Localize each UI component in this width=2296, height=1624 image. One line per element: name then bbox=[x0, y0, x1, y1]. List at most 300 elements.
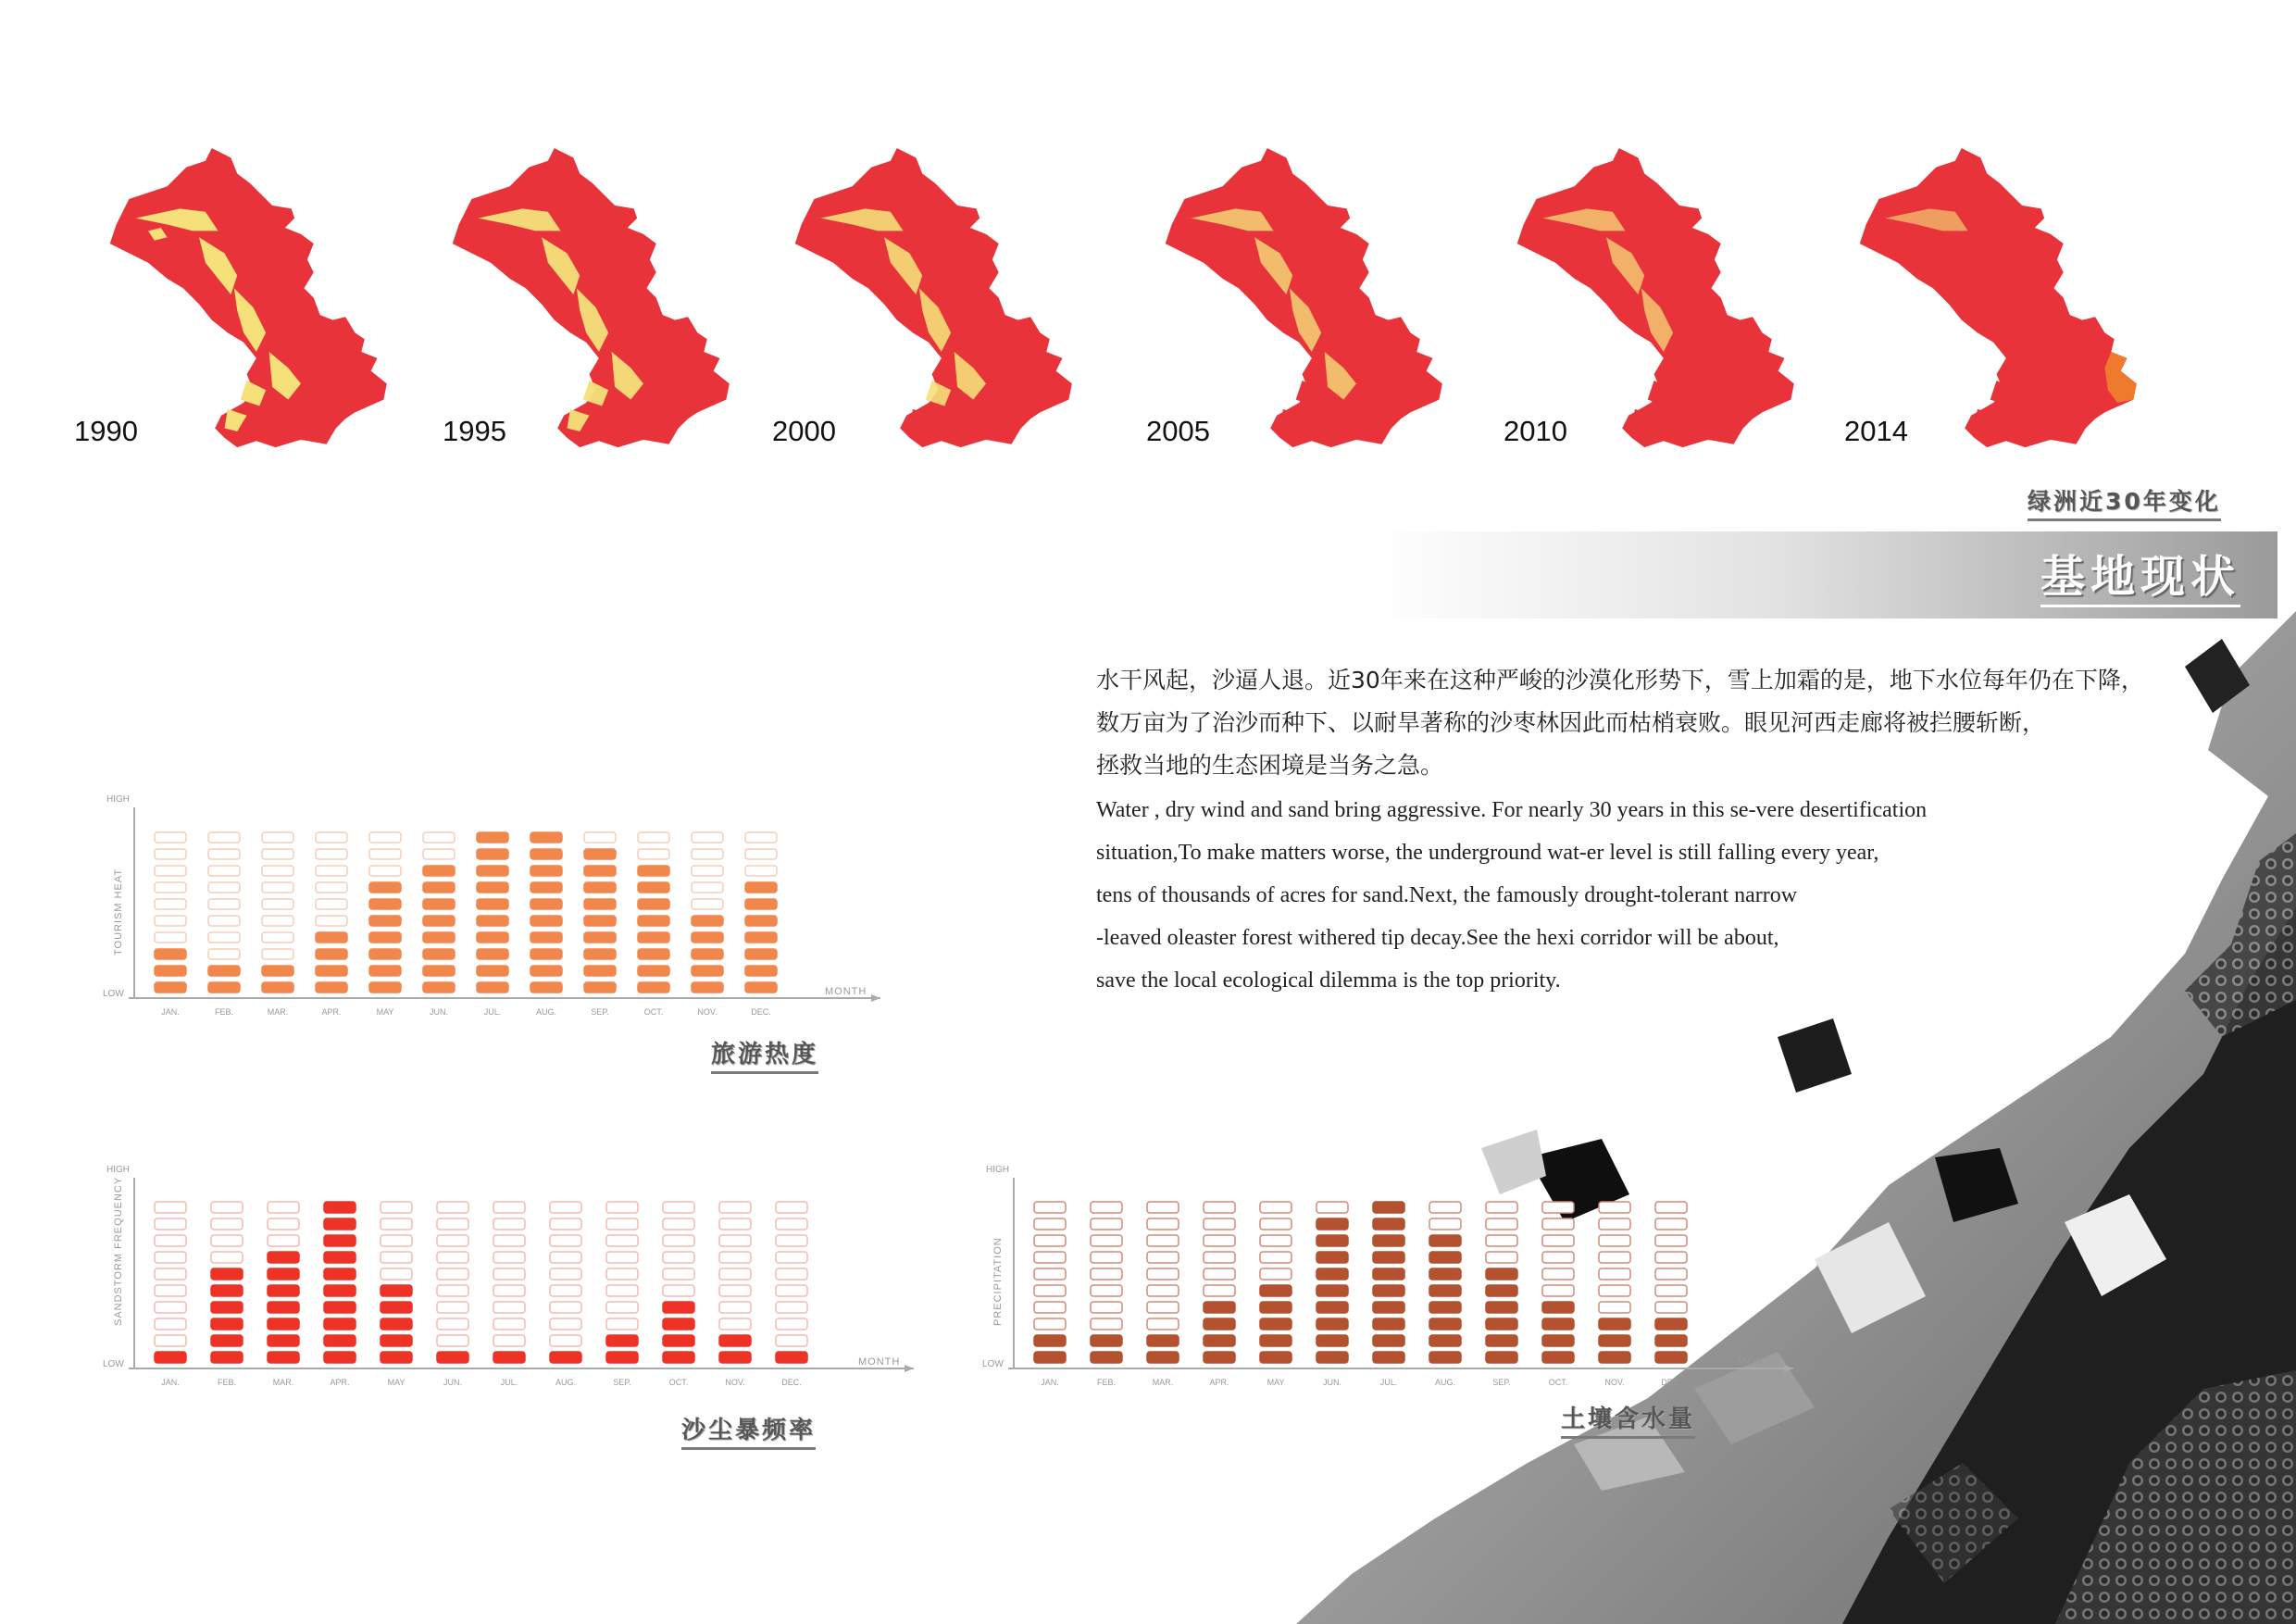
bar bbox=[268, 1202, 299, 1363]
bar-segment-empty bbox=[638, 832, 669, 843]
soil-moisture-chart bbox=[982, 1148, 1847, 1389]
bar-segment-filled bbox=[1316, 1235, 1348, 1246]
bar-segment-filled bbox=[423, 982, 455, 993]
bar-segment-filled bbox=[1091, 1352, 1122, 1363]
bar-segment-filled bbox=[477, 882, 508, 893]
oasis-map-1995 bbox=[407, 148, 778, 454]
bar-segment-filled bbox=[211, 1268, 243, 1280]
bar-segment-empty bbox=[437, 1318, 468, 1330]
bar-segment-filled bbox=[324, 1202, 356, 1213]
x-tick-label: FEB. bbox=[217, 1378, 237, 1387]
bar-segment-empty bbox=[1542, 1252, 1574, 1263]
bar-segment-filled bbox=[1542, 1335, 1574, 1346]
bar-segment-empty bbox=[692, 832, 723, 843]
gansu-map-shape bbox=[407, 148, 778, 454]
bar-segment-filled bbox=[324, 1235, 356, 1246]
bar-segment-empty bbox=[1655, 1302, 1687, 1313]
x-tick-label: OCT. bbox=[643, 1007, 664, 1017]
bar-segment-filled bbox=[211, 1285, 243, 1296]
map-year-label: 2005 bbox=[1146, 415, 1210, 447]
y-axis-label: TOURISM HEAT bbox=[113, 868, 124, 956]
bar-segment-empty bbox=[584, 832, 616, 843]
bar bbox=[493, 1202, 525, 1363]
bar-segment-filled bbox=[423, 966, 455, 976]
bar bbox=[423, 832, 455, 993]
bar-segment-empty bbox=[1034, 1302, 1066, 1313]
bar-segment-empty bbox=[1429, 1202, 1461, 1213]
bar-segment-filled bbox=[423, 882, 455, 893]
bar-segment-empty bbox=[423, 849, 455, 859]
bar-segment-empty bbox=[776, 1252, 807, 1263]
bar-segment-empty bbox=[776, 1202, 807, 1213]
bar-segment-filled bbox=[638, 882, 669, 893]
bar-segment-empty bbox=[155, 1268, 186, 1280]
bar-segment-empty bbox=[1260, 1202, 1292, 1213]
bar bbox=[1034, 1202, 1066, 1363]
bar-segment-empty bbox=[155, 866, 186, 876]
bar-segment-empty bbox=[262, 849, 293, 859]
bar-segment-empty bbox=[155, 1318, 186, 1330]
y-high-label: HIGH bbox=[106, 794, 130, 805]
bar-segment-filled bbox=[1091, 1335, 1122, 1346]
bar-segment-empty bbox=[1204, 1235, 1235, 1246]
bar-segment-empty bbox=[493, 1202, 525, 1213]
oasis-map-1990 bbox=[65, 148, 435, 454]
bar-segment-empty bbox=[776, 1318, 807, 1330]
bar-segment-empty bbox=[1486, 1252, 1517, 1263]
bar-segment-filled bbox=[316, 932, 347, 943]
bar-segment-empty bbox=[155, 1302, 186, 1313]
bar-segment-empty bbox=[1147, 1318, 1179, 1330]
bar-segment-empty bbox=[437, 1302, 468, 1313]
bar-segment-empty bbox=[1147, 1285, 1179, 1296]
bar-segment-empty bbox=[776, 1302, 807, 1313]
bar-segment-empty bbox=[1599, 1285, 1630, 1296]
bar-segment-filled bbox=[1316, 1318, 1348, 1330]
bar-segment-filled bbox=[530, 832, 562, 843]
bar-segment-empty bbox=[1260, 1218, 1292, 1230]
bar-segment-empty bbox=[1034, 1252, 1066, 1263]
bar-segment-empty bbox=[1147, 1235, 1179, 1246]
bar-segment-empty bbox=[719, 1252, 751, 1263]
x-axis-arrow bbox=[1784, 1365, 1793, 1372]
bar-segment-empty bbox=[1034, 1202, 1066, 1213]
bar-segment-empty bbox=[606, 1218, 638, 1230]
bar-segment-filled bbox=[1373, 1285, 1404, 1296]
gansu-map-shape bbox=[65, 148, 435, 454]
bar-segment-filled bbox=[1316, 1285, 1348, 1296]
bar-segment-empty bbox=[550, 1252, 581, 1263]
bar-segment-empty bbox=[262, 832, 293, 843]
bar-segment-filled bbox=[692, 966, 723, 976]
bar bbox=[530, 832, 562, 993]
bar-segment-filled bbox=[477, 982, 508, 993]
bar-segment-filled bbox=[584, 849, 616, 859]
x-axis-arrow bbox=[905, 1365, 914, 1372]
bar-segment-empty bbox=[423, 832, 455, 843]
bar-segment-filled bbox=[584, 966, 616, 976]
bar-segment-filled bbox=[208, 966, 240, 976]
bar-segment-empty bbox=[719, 1302, 751, 1313]
bar bbox=[477, 832, 508, 993]
bar-segment-filled bbox=[692, 982, 723, 993]
bar-segment-filled bbox=[1204, 1352, 1235, 1363]
bar-segment-filled bbox=[1486, 1302, 1517, 1313]
bar-segment-empty bbox=[550, 1318, 581, 1330]
bar-segment-filled bbox=[584, 866, 616, 876]
bar-segment-empty bbox=[719, 1318, 751, 1330]
bar-segment-filled bbox=[1429, 1318, 1461, 1330]
bar-segment-filled bbox=[1260, 1302, 1292, 1313]
bar-segment-filled bbox=[1655, 1335, 1687, 1346]
y-low-label: LOW bbox=[982, 1359, 1004, 1369]
bar-segment-empty bbox=[745, 849, 777, 859]
bar-segment-filled bbox=[530, 949, 562, 959]
bar-segment-empty bbox=[155, 1235, 186, 1246]
bar-segment-empty bbox=[208, 899, 240, 909]
x-tick-label: OCT. bbox=[668, 1378, 689, 1387]
bar-segment-empty bbox=[493, 1252, 525, 1263]
y-axis-label: PRECIPITATION bbox=[992, 1237, 1004, 1326]
bar-segment-empty bbox=[663, 1218, 694, 1230]
bar-segment-empty bbox=[437, 1285, 468, 1296]
bar-segment-filled bbox=[745, 982, 777, 993]
bar-segment-empty bbox=[208, 849, 240, 859]
bar-segment-empty bbox=[1091, 1268, 1122, 1280]
bar-segment-filled bbox=[1260, 1335, 1292, 1346]
bar-segment-empty bbox=[550, 1302, 581, 1313]
bar-segment-empty bbox=[1204, 1218, 1235, 1230]
bar-segment-empty bbox=[381, 1218, 412, 1230]
bar-segment-filled bbox=[423, 932, 455, 943]
bar-segment-filled bbox=[381, 1335, 412, 1346]
bar-segment-empty bbox=[1034, 1318, 1066, 1330]
bar-segment-empty bbox=[437, 1202, 468, 1213]
map-year-label: 2014 bbox=[1844, 415, 1908, 447]
bar-segment-empty bbox=[1542, 1268, 1574, 1280]
bar-segment-empty bbox=[493, 1285, 525, 1296]
bar-segment-filled bbox=[1373, 1302, 1404, 1313]
bar-segment-filled bbox=[1486, 1318, 1517, 1330]
bar-segment-filled bbox=[369, 966, 401, 976]
x-axis-label: MONTH bbox=[1738, 1356, 1780, 1368]
bar-segment-empty bbox=[1147, 1268, 1179, 1280]
bar-segment-empty bbox=[262, 949, 293, 959]
bar-segment-empty bbox=[1260, 1235, 1292, 1246]
bar-segment-filled bbox=[1373, 1352, 1404, 1363]
bar-segment-filled bbox=[550, 1352, 581, 1363]
bar-segment-empty bbox=[268, 1202, 299, 1213]
gansu-map-shape bbox=[1120, 148, 1491, 454]
bar-segment-filled bbox=[1316, 1302, 1348, 1313]
bar-segment-empty bbox=[606, 1302, 638, 1313]
bar-segment-empty bbox=[155, 1285, 186, 1296]
bar-segment-empty bbox=[1091, 1235, 1122, 1246]
oasis-map-2000 bbox=[750, 148, 1120, 454]
x-tick-label: AUG. bbox=[535, 1007, 557, 1017]
description-en-line: situation,To make matters worse, the underground wat-er level is still falling every year, bbox=[1096, 841, 1879, 865]
bar-segment-empty bbox=[1034, 1268, 1066, 1280]
bar bbox=[663, 1202, 694, 1363]
bar bbox=[324, 1202, 356, 1363]
bar-segment-empty bbox=[1599, 1202, 1630, 1213]
bar bbox=[1486, 1202, 1517, 1363]
x-tick-label: JUN. bbox=[443, 1378, 462, 1387]
bar-segment-filled bbox=[745, 916, 777, 926]
x-tick-label: AUG. bbox=[1434, 1378, 1456, 1387]
bar-segment-filled bbox=[1373, 1235, 1404, 1246]
bar-segment-empty bbox=[211, 1202, 243, 1213]
bar-segment-filled bbox=[381, 1318, 412, 1330]
bar-segment-filled bbox=[155, 949, 186, 959]
x-tick-label: MAR. bbox=[1152, 1378, 1174, 1387]
bar-segment-filled bbox=[584, 916, 616, 926]
bar-segment-empty bbox=[1486, 1235, 1517, 1246]
bar-segment-empty bbox=[1204, 1285, 1235, 1296]
bar-segment-filled bbox=[324, 1352, 356, 1363]
bar-segment-empty bbox=[437, 1335, 468, 1346]
bar-segment-filled bbox=[1429, 1235, 1461, 1246]
bar-segment-empty bbox=[1147, 1218, 1179, 1230]
bar-segment-empty bbox=[692, 849, 723, 859]
bar-segment-filled bbox=[324, 1218, 356, 1230]
x-tick-label: JAN. bbox=[161, 1007, 180, 1017]
bar-segment-filled bbox=[638, 916, 669, 926]
bar-segment-empty bbox=[155, 899, 186, 909]
bar-segment-filled bbox=[324, 1318, 356, 1330]
bar-segment-filled bbox=[745, 899, 777, 909]
description-en-line: save the local ecological dilemma is the top priority. bbox=[1096, 968, 1561, 993]
x-tick-label: SEP. bbox=[1492, 1378, 1511, 1387]
bar-segment-empty bbox=[316, 832, 347, 843]
bar-segment-filled bbox=[584, 982, 616, 993]
bar-segment-filled bbox=[1486, 1268, 1517, 1280]
bar-segment-filled bbox=[745, 932, 777, 943]
bar-segment-empty bbox=[155, 832, 186, 843]
bar-segment-empty bbox=[1091, 1202, 1122, 1213]
bar-segment-empty bbox=[663, 1235, 694, 1246]
bar-segment-filled bbox=[638, 899, 669, 909]
bar-segment-empty bbox=[268, 1218, 299, 1230]
bar-segment-filled bbox=[1486, 1335, 1517, 1346]
x-axis-arrow bbox=[871, 994, 880, 1002]
bar-segment-empty bbox=[776, 1335, 807, 1346]
bar-segment-filled bbox=[369, 899, 401, 909]
bar-segment-empty bbox=[1542, 1285, 1574, 1296]
bar-segment-filled bbox=[268, 1252, 299, 1263]
x-axis-label: MONTH bbox=[858, 1356, 901, 1368]
bar-segment-empty bbox=[1034, 1218, 1066, 1230]
bar-segment-filled bbox=[155, 1352, 186, 1363]
bar-segment-filled bbox=[316, 949, 347, 959]
bar-segment-empty bbox=[550, 1218, 581, 1230]
bar-segment-filled bbox=[638, 866, 669, 876]
bar-segment-filled bbox=[1486, 1285, 1517, 1296]
bar bbox=[606, 1202, 638, 1363]
bar-segment-empty bbox=[1091, 1285, 1122, 1296]
bar-segment-empty bbox=[262, 899, 293, 909]
bar-segment-filled bbox=[268, 1318, 299, 1330]
bar-segment-filled bbox=[1542, 1318, 1574, 1330]
bar-segment-filled bbox=[369, 882, 401, 893]
x-tick-label: DEC. bbox=[781, 1378, 802, 1387]
x-tick-label: SEP. bbox=[613, 1378, 631, 1387]
bar-segment-filled bbox=[208, 982, 240, 993]
bar-segment-filled bbox=[324, 1285, 356, 1296]
description-en-line: -leaved oleaster forest withered tip decay.See the hexi corridor will be about, bbox=[1096, 926, 1779, 950]
x-tick-label: NOV. bbox=[1604, 1378, 1625, 1387]
description-en-line: tens of thousands of acres for sand.Next, the famously drought-tolerant narrow bbox=[1096, 883, 1798, 907]
x-tick-label: MAR. bbox=[272, 1378, 294, 1387]
bar-segment-empty bbox=[381, 1202, 412, 1213]
oasis-map-2010 bbox=[1472, 148, 1842, 454]
bar-segment-empty bbox=[692, 882, 723, 893]
bar-segment-filled bbox=[369, 949, 401, 959]
bar-segment-empty bbox=[1091, 1302, 1122, 1313]
bar-segment-empty bbox=[1599, 1235, 1630, 1246]
bar-segment-empty bbox=[776, 1268, 807, 1280]
bar-segment-empty bbox=[719, 1285, 751, 1296]
bar-segment-empty bbox=[1204, 1268, 1235, 1280]
bar-segment-empty bbox=[1091, 1318, 1122, 1330]
bar-segment-empty bbox=[316, 882, 347, 893]
bar-segment-filled bbox=[381, 1352, 412, 1363]
x-tick-label: MAR. bbox=[267, 1007, 289, 1017]
bar-segment-empty bbox=[1429, 1218, 1461, 1230]
bar-segment-filled bbox=[423, 916, 455, 926]
bar-segment-empty bbox=[719, 1218, 751, 1230]
bar bbox=[155, 1202, 186, 1363]
bar-segment-filled bbox=[719, 1352, 751, 1363]
gansu-map-shape bbox=[1472, 148, 1842, 454]
bar-segment-empty bbox=[692, 866, 723, 876]
bar-segment-filled bbox=[381, 1285, 412, 1296]
bar-segment-empty bbox=[1147, 1202, 1179, 1213]
x-tick-label: MAY bbox=[376, 1007, 394, 1017]
bar bbox=[1429, 1202, 1461, 1363]
bar-segment-empty bbox=[1034, 1285, 1066, 1296]
bar-segment-empty bbox=[776, 1218, 807, 1230]
bar-segment-empty bbox=[663, 1252, 694, 1263]
bar-segment-empty bbox=[550, 1268, 581, 1280]
bar-segment-filled bbox=[663, 1335, 694, 1346]
x-tick-label: JUN. bbox=[430, 1007, 448, 1017]
bar bbox=[638, 832, 669, 993]
bar-segment-filled bbox=[584, 899, 616, 909]
bar-segment-empty bbox=[606, 1268, 638, 1280]
bar-segment-filled bbox=[423, 866, 455, 876]
bar-segment-empty bbox=[1599, 1252, 1630, 1263]
bar-segment-filled bbox=[530, 899, 562, 909]
bar-segment-filled bbox=[745, 966, 777, 976]
bar-segment-empty bbox=[550, 1335, 581, 1346]
bar-segment-filled bbox=[745, 949, 777, 959]
bar-segment-filled bbox=[262, 982, 293, 993]
bar-segment-filled bbox=[1599, 1352, 1630, 1363]
bar-segment-empty bbox=[1147, 1252, 1179, 1263]
bar-segment-empty bbox=[437, 1218, 468, 1230]
bar-segment-filled bbox=[1204, 1302, 1235, 1313]
bar-segment-filled bbox=[776, 1352, 807, 1363]
bar-segment-filled bbox=[477, 966, 508, 976]
bar-segment-filled bbox=[530, 916, 562, 926]
bar-segment-empty bbox=[155, 882, 186, 893]
x-tick-label: JAN. bbox=[161, 1378, 180, 1387]
bar-segment-empty bbox=[745, 832, 777, 843]
bar-segment-filled bbox=[316, 966, 347, 976]
bar-segment-filled bbox=[1034, 1352, 1066, 1363]
terrain-texture-image bbox=[1296, 556, 2296, 1624]
x-tick-label: JUN. bbox=[1323, 1378, 1341, 1387]
bar bbox=[745, 832, 777, 993]
bar-segment-filled bbox=[584, 949, 616, 959]
x-tick-label: OCT. bbox=[1548, 1378, 1568, 1387]
bar-segment-filled bbox=[324, 1268, 356, 1280]
bar-segment-empty bbox=[776, 1285, 807, 1296]
bar-segment-empty bbox=[1316, 1202, 1348, 1213]
bar-segment-empty bbox=[1599, 1302, 1630, 1313]
bar-segment-filled bbox=[1373, 1202, 1404, 1213]
bar-segment-empty bbox=[155, 1202, 186, 1213]
x-tick-label: FEB. bbox=[1096, 1378, 1117, 1387]
y-high-label: HIGH bbox=[986, 1165, 1009, 1175]
bar-segment-empty bbox=[316, 899, 347, 909]
bar-segment-filled bbox=[477, 832, 508, 843]
x-tick-label: JUL. bbox=[1379, 1378, 1398, 1387]
oasis-map-2014 bbox=[1815, 148, 2185, 454]
bar-segment-empty bbox=[606, 1285, 638, 1296]
bar-segment-empty bbox=[262, 866, 293, 876]
bar-segment-filled bbox=[530, 982, 562, 993]
site-status-title: 基地现状 bbox=[2040, 541, 2240, 607]
bar-segment-empty bbox=[381, 1235, 412, 1246]
bar-segment-filled bbox=[369, 916, 401, 926]
bar-segment-empty bbox=[1655, 1218, 1687, 1230]
bar-segment-empty bbox=[719, 1268, 751, 1280]
bar-segment-empty bbox=[155, 1335, 186, 1346]
bar-segment-filled bbox=[1655, 1352, 1687, 1363]
bar-segment-empty bbox=[638, 849, 669, 859]
bar-segment-empty bbox=[1655, 1235, 1687, 1246]
bar-segment-filled bbox=[1542, 1302, 1574, 1313]
bar-segment-empty bbox=[1147, 1302, 1179, 1313]
bar-segment-filled bbox=[369, 982, 401, 993]
bar-segment-empty bbox=[550, 1285, 581, 1296]
bar-segment-empty bbox=[262, 932, 293, 943]
bar bbox=[1373, 1202, 1404, 1363]
bar-segment-filled bbox=[1429, 1285, 1461, 1296]
bar-segment-filled bbox=[1373, 1218, 1404, 1230]
bar-segment-filled bbox=[1599, 1335, 1630, 1346]
bar bbox=[1147, 1202, 1179, 1363]
description-en-line: Water , dry wind and sand bring aggressive. For nearly 30 years in this se-vere desertification bbox=[1096, 798, 1928, 822]
x-tick-label: APR. bbox=[321, 1007, 342, 1017]
sandstorm-frequency-caption: 沙尘暴频率 bbox=[681, 1411, 816, 1450]
bar-segment-empty bbox=[155, 849, 186, 859]
bar-segment-filled bbox=[477, 899, 508, 909]
bar-segment-filled bbox=[423, 899, 455, 909]
bar bbox=[437, 1202, 468, 1363]
bar-segment-filled bbox=[606, 1335, 638, 1346]
bar-segment-filled bbox=[584, 932, 616, 943]
bar bbox=[1655, 1202, 1687, 1363]
tourism-heat-chart bbox=[103, 778, 967, 1093]
bar-segment-empty bbox=[1204, 1202, 1235, 1213]
bar-segment-empty bbox=[369, 849, 401, 859]
soil-moisture-caption: 土壤含水量 bbox=[1561, 1400, 1695, 1439]
bar-segment-filled bbox=[324, 1335, 356, 1346]
bar-segment-empty bbox=[1486, 1202, 1517, 1213]
